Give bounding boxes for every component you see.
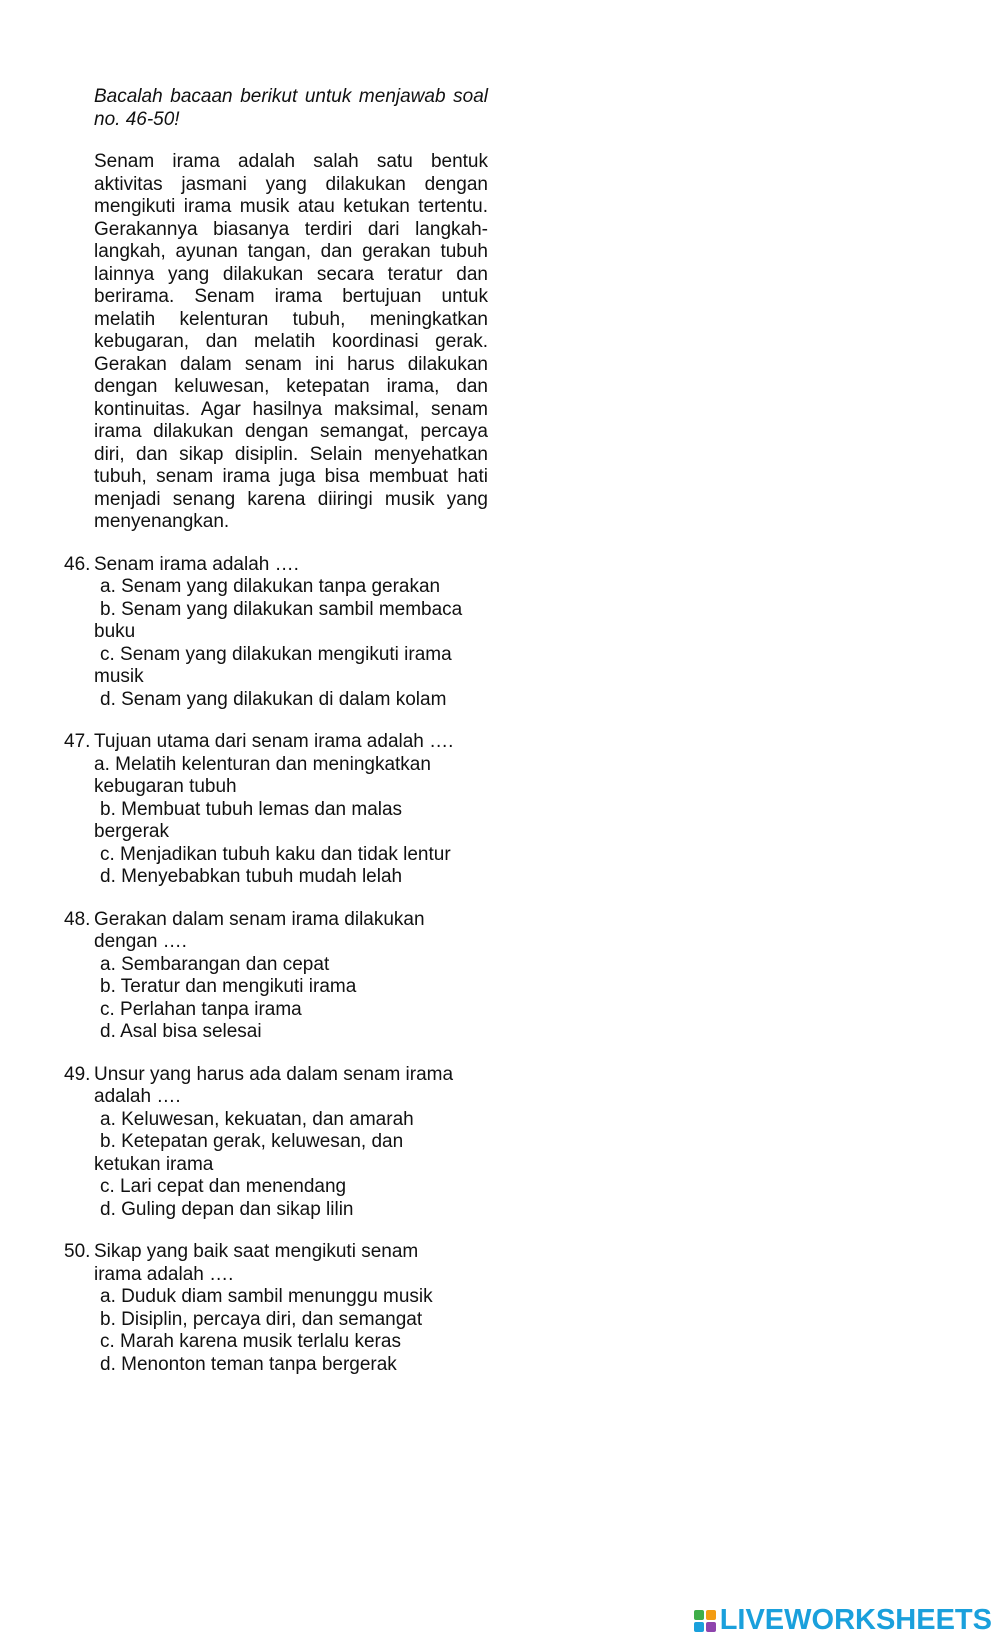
answer-option: b. Teratur dan mengikuti irama xyxy=(100,976,357,997)
answer-option: c. Senam yang dilakukan mengikuti irama musik xyxy=(94,643,452,687)
question-number: 49. xyxy=(64,1063,91,1085)
answer-option: d. Menyebabkan tubuh mudah lelah xyxy=(100,866,403,887)
logo-mark-square xyxy=(694,1610,704,1620)
question-47 xyxy=(64,731,488,889)
answer-option: b. Ketepatan gerak, keluwesan, dan ketukan irama xyxy=(94,1131,404,1175)
question-stem xyxy=(64,731,488,754)
question-number: 48. xyxy=(64,908,91,930)
answer-option: d. Menonton teman tanpa bergerak xyxy=(100,1353,397,1375)
question-stem xyxy=(64,554,488,577)
question-number: 47. xyxy=(64,731,91,752)
answer-option: d. Asal bisa selesai xyxy=(100,1021,262,1042)
worksheet-column xyxy=(64,86,488,1376)
question-text: Senam irama adalah …. xyxy=(94,553,299,575)
question-number: 50. xyxy=(64,1241,91,1262)
logo-mark-icon xyxy=(694,1610,716,1632)
question-48 xyxy=(64,909,488,1044)
answer-option: b. Membuat tubuh lemas dan malas bergerak xyxy=(94,798,403,842)
answer-option: b. Senam yang dilakukan sambil membaca buku xyxy=(94,598,463,642)
answer-option: b. Disiplin, percaya diri, dan semangat xyxy=(100,1308,423,1330)
answer-option: a. Duduk diam sambil menunggu musik xyxy=(100,1286,433,1307)
answer-option: d. Senam yang dilakukan di dalam kolam xyxy=(100,688,447,710)
answer-option: d. Guling depan dan sikap lilin xyxy=(100,1198,354,1220)
question-number: 46. xyxy=(64,553,91,575)
question-stem xyxy=(64,1241,488,1286)
reading-passage: Senam irama adalah salah satu bentuk aktivitas jasmani yang dilakukan dengan mengikuti irama musik atau ketukan tertentu. Gerakannya biasanya terdiri dari langkah-langkah, ayunan tangan, dan gerakan tubuh lainnya yang dilakukan secara teratur dan berirama. Senam irama bertujuan untuk melatih kelenturan tubuh, meningkatkan kebugaran, dan melatih koordinasi gerak. Gerakan dalam senam ini harus dilakukan dengan keluwesan, ketepatan irama, dan kontinuitas. Agar hasilnya maksimal, senam irama dilakukan dengan semangat, percaya diri, dan sikap disiplin. Selain menyehatkan tubuh, senam irama juga bisa membuat hati menjadi senang karena diiringi musik yang menyenangkan. xyxy=(94,151,488,532)
logo-text: LIVEWORKSHEETS xyxy=(719,1604,992,1636)
reading-instruction: Bacalah bacaan berikut untuk menjawab soal no. 46-50! xyxy=(94,86,488,130)
question-50 xyxy=(64,1241,488,1376)
question-text: Tujuan utama dari senam irama adalah …. xyxy=(94,731,454,752)
answer-option: c. Lari cepat dan menendang xyxy=(100,1176,347,1197)
answer-option: c. Menjadikan tubuh kaku dan tidak lentur xyxy=(100,843,451,865)
question-49 xyxy=(64,1064,488,1222)
answer-option: a. Keluwesan, kekuatan, dan amarah xyxy=(100,1108,414,1130)
question-text: Unsur yang harus ada dalam senam irama adalah …. xyxy=(94,1063,454,1107)
question-text: Gerakan dalam senam irama dilakukan dengan …. xyxy=(94,908,425,952)
logo-mark-square xyxy=(694,1622,704,1632)
question-text: Sikap yang baik saat mengikuti senam irama adalah …. xyxy=(94,1241,419,1285)
answer-option: c. Marah karena musik terlalu keras xyxy=(100,1331,401,1352)
logo-mark-square xyxy=(706,1610,716,1620)
question-stem xyxy=(64,1064,488,1109)
answer-option: c. Perlahan tanpa irama xyxy=(100,998,302,1020)
liveworksheets-logo xyxy=(694,1604,992,1637)
logo-mark-square xyxy=(706,1622,716,1632)
question-stem xyxy=(64,909,488,954)
answer-option: a. Senam yang dilakukan tanpa gerakan xyxy=(100,576,441,597)
answer-option: a. Sembarangan dan cepat xyxy=(100,953,330,975)
question-list xyxy=(64,554,488,1377)
answer-option: a. Melatih kelenturan dan meningkatkan kebugaran tubuh xyxy=(94,753,431,797)
question-46 xyxy=(64,554,488,712)
